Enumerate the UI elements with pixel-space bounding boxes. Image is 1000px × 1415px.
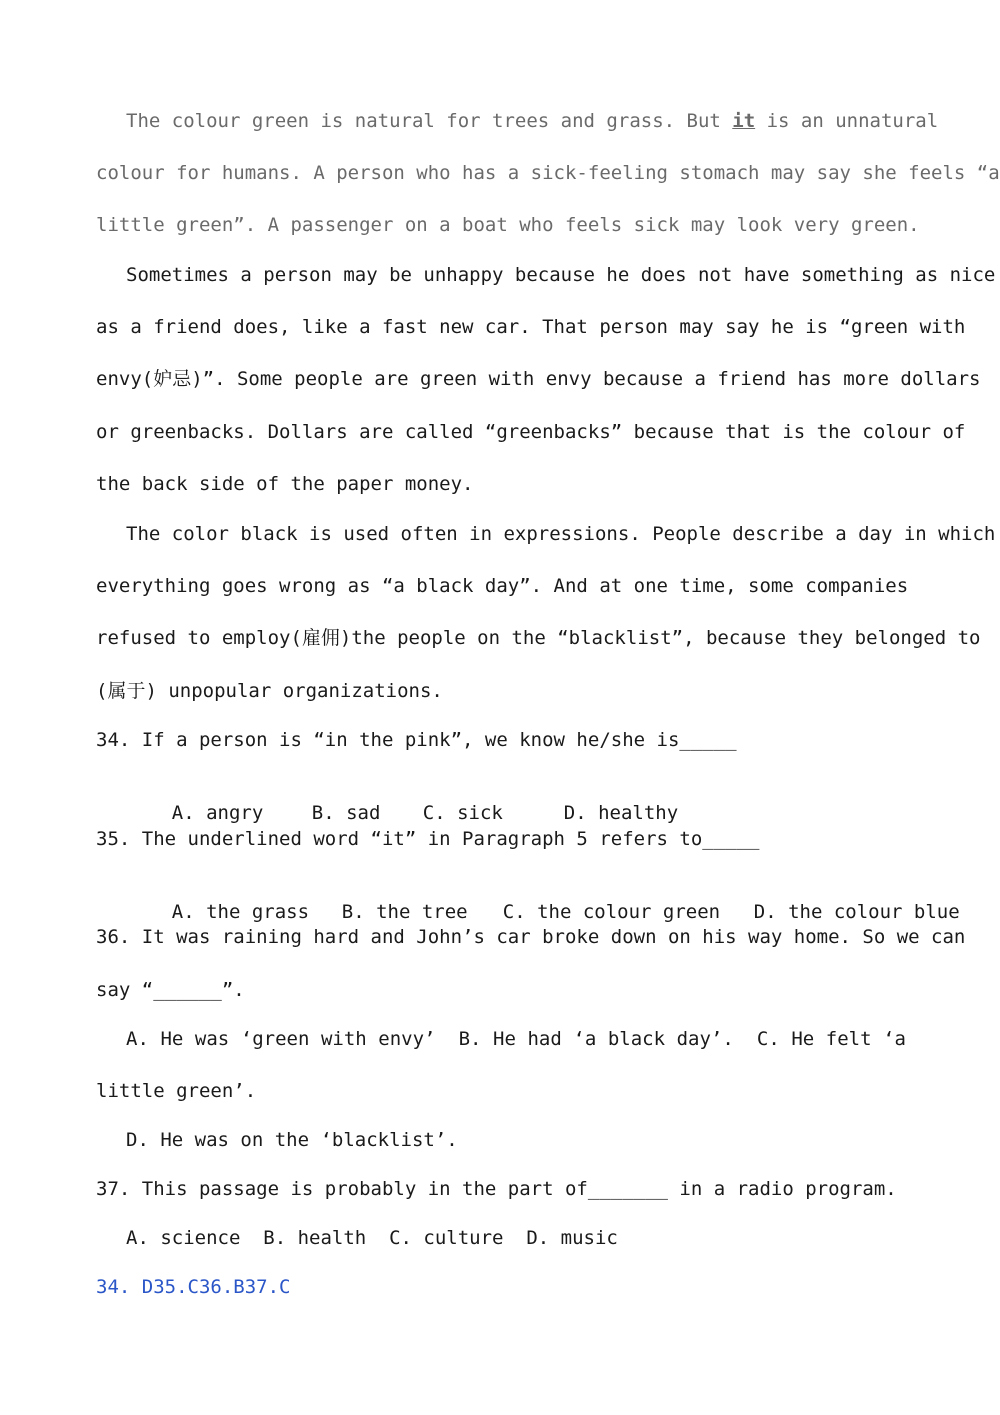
p7-line-3: refused to employ(雇佣)the people on the “blacklist”, because they belonged to (96, 627, 981, 649)
p5-line-3: little green”. A passenger on a boat who feels sick may look very green. (96, 214, 920, 236)
q35-option-d: D. the colour blue (753, 901, 960, 923)
q34-stem: 34. If a person is “in the pink”, we know he/she is_____ (96, 729, 737, 751)
answer-key: 34. D35.C36.B37.C (96, 1276, 291, 1298)
underlined-it: it (732, 110, 756, 132)
p7-line-1: The color black is used often in expressions. People describe a day in which (126, 523, 996, 545)
p6-line-4: or greenbacks. Dollars are called “greenbacks” because that is the colour of (96, 421, 966, 443)
p6-line-2: as a friend does, like a fast new car. That person may say he is “green with (96, 316, 966, 338)
p5-text-before: The colour green is natural for trees and grass. But (126, 110, 733, 132)
q36-stem-line-1: 36. It was raining hard and John’s car broke down on his way home. So we can (96, 926, 966, 948)
q36-option-d: D. He was on the ‘blacklist’. (126, 1129, 458, 1151)
p7-line-4: (属于) unpopular organizations. (96, 680, 443, 702)
q35-option-b: B. the tree (341, 901, 468, 923)
p5-line-2: colour for humans. A person who has a sick-feeling stomach may say she feels “a (96, 162, 1000, 184)
q36-options-line-1: A. He was ‘green with envy’ B. He had ‘a black day’. C. He felt ‘a (126, 1028, 906, 1050)
q34-option-d: D. healthy (563, 802, 679, 824)
q34-option-a: A. angry (171, 802, 264, 824)
q35-option-a: A. the grass (171, 901, 310, 923)
q35-stem: 35. The underlined word “it” in Paragraph 5 refers to_____ (96, 828, 760, 850)
p5-text-after: is an unnatural (755, 110, 939, 132)
p5-line-1 (126, 109, 939, 133)
q34-option-b: B. sad (311, 802, 381, 824)
p6-line-1: Sometimes a person may be unhappy because he does not have something as nice (126, 264, 996, 286)
q34-option-c: C. sick (422, 802, 503, 824)
p6-line-3: envy(妒忌)”. Some people are green with envy because a friend has more dollars (96, 368, 981, 390)
q36-options-line-2: little green’. (96, 1080, 257, 1102)
p7-line-2: everything goes wrong as “a black day”. And at one time, some companies (96, 575, 909, 597)
q35-option-c: C. the colour green (502, 901, 721, 923)
p6-line-5: the back side of the paper money. (96, 473, 474, 495)
q37-options: A. science B. health C. culture D. music (126, 1227, 618, 1249)
q37-stem: 37. This passage is probably in the part of_______ in a radio program. (96, 1178, 897, 1200)
q36-stem-line-2: say “______”. (96, 979, 245, 1001)
